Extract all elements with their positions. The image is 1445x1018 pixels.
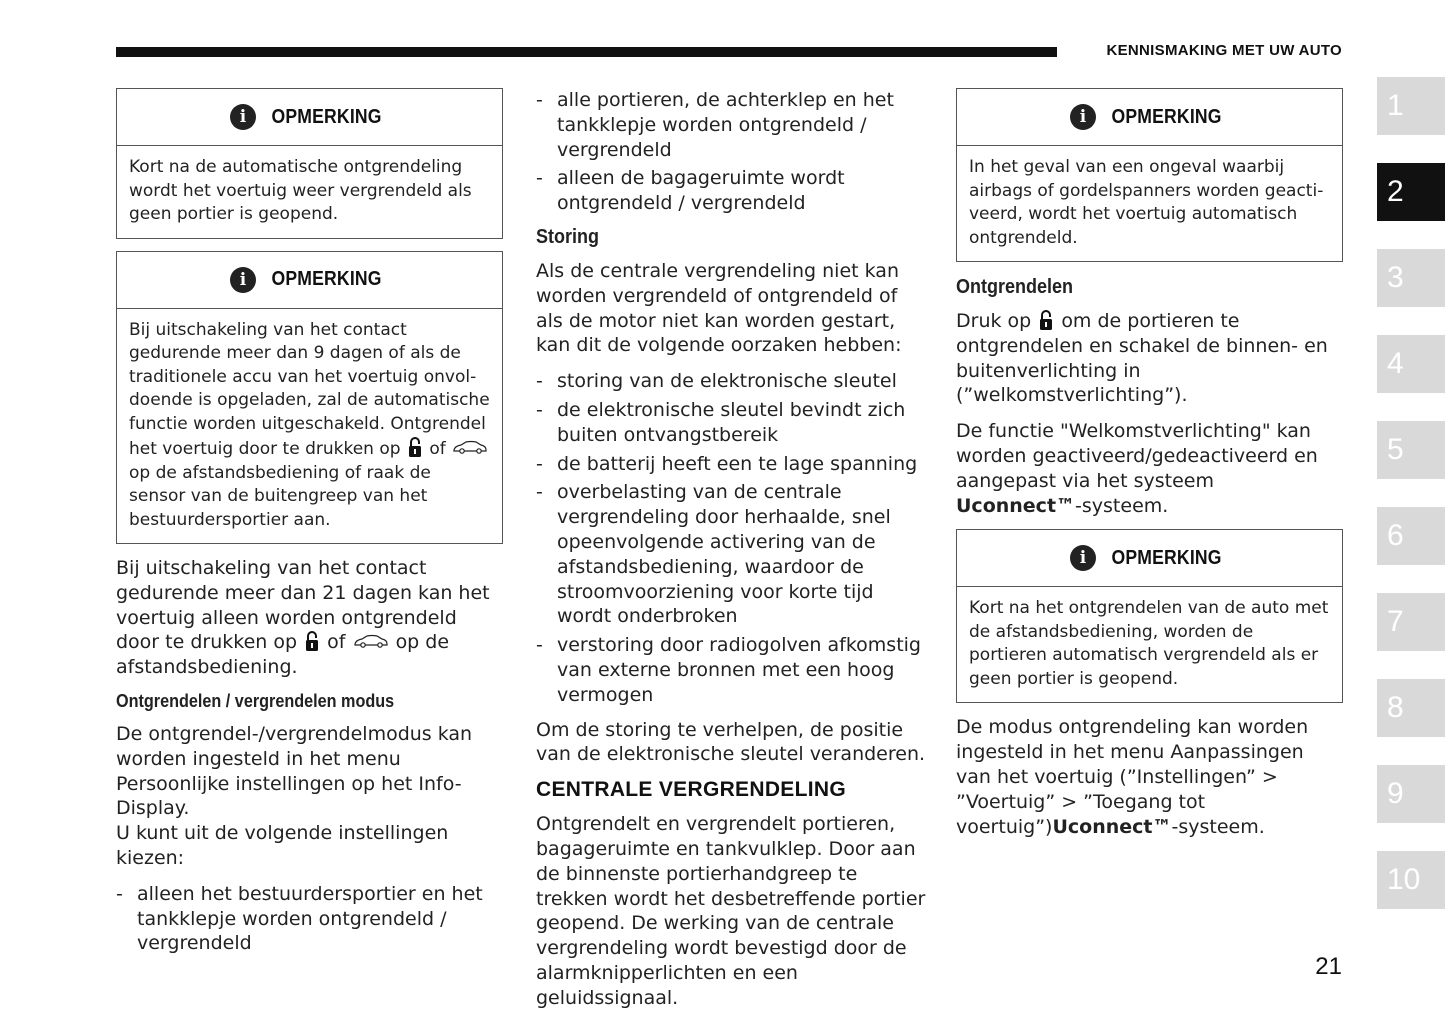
- chapter-tab-5[interactable]: 5: [1377, 421, 1445, 479]
- padlock-icon: [408, 436, 422, 458]
- paragraph-text: De modus ontgrendeling kan worden ingesteld in het menu Aanpassingen van het voertuig (”Instellingen” > ”Voertuig” > ”Toegang tot voertuig”): [956, 716, 1309, 838]
- chapter-tab-7[interactable]: 7: [1377, 593, 1445, 651]
- note-body: In het geval van een ongeval waarbij airbags of gordelspanners worden geactiveerd, wordt het voertuig automatisch ontgrendeld.: [969, 157, 1324, 248]
- brand-name: Uconnect™: [956, 494, 1076, 517]
- paragraph-text: Bij uitschakeling van het contact gedurende meer dan 21 dagen kan het voertuig alleen worden ontgrendeld door te drukken op: [116, 557, 490, 654]
- settings-list: [116, 882, 503, 956]
- paragraph: [956, 419, 1343, 518]
- paragraph: Ontgrendelt en vergrendelt portieren, bagageruimte en tankvulklep. Door aan de binnenste portierhandgreep te trekken wordt het desbetreffende portier geopend. De werking van de centrale vergrendeling wordt bevestigd door de alarmknipperlichten en een geluidssignaal.: [536, 813, 926, 1009]
- note-body: Kort na het ontgrendelen van de auto met de afstandsbediening, worden de portieren automatisch vergrendeld als er geen portier is geopend.: [969, 598, 1329, 689]
- column-1: [116, 88, 503, 966]
- note-header: [957, 530, 1342, 587]
- chapter-tab-9[interactable]: 9: [1377, 765, 1445, 823]
- list-item: - de batterij heeft een te lage spanning: [536, 452, 928, 477]
- subheading: Storing: [536, 225, 599, 248]
- paragraph-text: om de portieren te ontgrendelen en schakel de binnen- en buitenverlichting in (”welkomstverlichting”).: [956, 310, 1328, 407]
- note-header: [117, 252, 502, 309]
- paragraph: [956, 715, 1343, 839]
- paragraph: Als de centrale vergrendeling niet kan worden vergrendeld of ontgrendeld of als de motor niet kan worden gestart, kan dit de volgende oorzaken hebben:: [536, 259, 902, 357]
- list-item: - de elektronische sleutel bevindt zich buiten ontvangstbereik: [536, 398, 928, 448]
- list-item: - alle portieren, de achterklep en het tankklepje worden ontgrendeld / vergrendeld: [536, 88, 928, 162]
- list-item: - alleen het bestuurdersportier en het tankklepje worden ontgrendeld / vergrendeld: [116, 882, 503, 956]
- note-title: OPMERKING: [271, 105, 382, 128]
- note-text: op de afstandsbediening of raak de sensor van de buitengreep van het bestuurdersportier aan.: [129, 462, 431, 530]
- chapter-tab-3[interactable]: 3: [1377, 249, 1445, 307]
- paragraph-text: De functie "Welkomstverlichting" kan worden geactiveerd/gedeactiveerd en aangepast via het systeem: [956, 420, 1318, 492]
- list-item: - storing van de elektronische sleutel: [536, 369, 928, 394]
- padlock-icon: [305, 630, 319, 652]
- page-number: 21: [1315, 953, 1342, 980]
- note-body: Kort na de automatische ontgrendeling wordt het voertuig weer vergrendeld als geen portier is geopend.: [129, 157, 472, 224]
- paragraph: [116, 722, 503, 821]
- paragraph-text: Druk op: [956, 310, 1032, 332]
- paragraph-text: op de afstandsbediening.: [116, 631, 450, 679]
- causes-list: [536, 369, 928, 707]
- chapter-title: KENNISMAKING MET UW AUTO: [1106, 42, 1342, 59]
- info-icon: i: [1070, 545, 1096, 571]
- chapter-tab-8[interactable]: 8: [1377, 679, 1445, 737]
- brand-name: Uconnect™: [1052, 815, 1172, 838]
- list-item: - verstoring door radiogolven afkomstig van externe bronnen met een hoog vermogen: [536, 633, 928, 707]
- paragraph-text: -systeem.: [1075, 494, 1169, 517]
- list-item: - alleen de bagageruimte wordt ontgrendeld / vergrendeld: [536, 166, 928, 216]
- note-title: OPMERKING: [1111, 546, 1222, 569]
- paragraph: [956, 309, 1343, 408]
- note-header: [957, 89, 1342, 146]
- note-text: of: [429, 439, 446, 459]
- note-box: [956, 529, 1343, 703]
- paragraph-text: of: [327, 631, 346, 654]
- section-title: CENTRALE VERGRENDELING: [536, 778, 846, 802]
- car-icon: [453, 440, 487, 454]
- chapter-tab-2[interactable]: 2: [1377, 163, 1445, 221]
- chapter-tab-6[interactable]: 6: [1377, 507, 1445, 565]
- chapter-tab-10[interactable]: 10: [1377, 851, 1445, 909]
- padlock-icon: [1039, 309, 1053, 331]
- paragraph-text: De ontgrendel-/vergrendelmodus kan worden ingesteld in het menu Persoonlijke instellingen op het Info-Display.: [116, 722, 473, 820]
- paragraph: [116, 556, 503, 680]
- car-icon: [354, 634, 388, 648]
- chapter-tab-1[interactable]: 1: [1377, 77, 1445, 135]
- list-item: - overbelasting van de centrale vergrendeling door herhaalde, snel opeenvolgende activering van de afstandsbediening, waardoor de stroomvoorziening voor korte tijd wordt onderbroken: [536, 480, 928, 629]
- note-box: [956, 88, 1343, 262]
- settings-list: [536, 88, 928, 216]
- chapter-tab-4[interactable]: 4: [1377, 335, 1445, 393]
- header-rule: [116, 47, 1057, 57]
- column-3: [956, 88, 1343, 850]
- note-body: [117, 309, 502, 544]
- subheading: Ontgrendelen / vergrendelen modus: [116, 690, 395, 711]
- note-text: Bij uitschakeling van het contact gedurende meer dan 9 dagen of als de traditionele accu van het voertuig onvoldoende is opgeladen, zal de automatische functie worden uitgeschakeld. Ontgrendel het voertuig door te drukken op: [129, 319, 490, 459]
- paragraph: Om de storing te verhelpen, de positie van de elektronische sleutel veranderen.: [536, 718, 926, 766]
- paragraph-text: -systeem.: [1171, 815, 1265, 838]
- note-box: [116, 251, 503, 545]
- note-header: [117, 89, 502, 146]
- info-icon: i: [230, 104, 256, 130]
- note-title: OPMERKING: [271, 268, 382, 290]
- paragraph: U kunt uit de volgende instellingen kiezen:: [116, 822, 449, 869]
- note-title: OPMERKING: [1111, 105, 1222, 128]
- subheading: Ontgrendelen: [956, 276, 1074, 298]
- info-icon: i: [1070, 104, 1096, 130]
- info-icon: i: [230, 267, 256, 293]
- column-2: [536, 88, 928, 1018]
- note-box: [116, 88, 503, 239]
